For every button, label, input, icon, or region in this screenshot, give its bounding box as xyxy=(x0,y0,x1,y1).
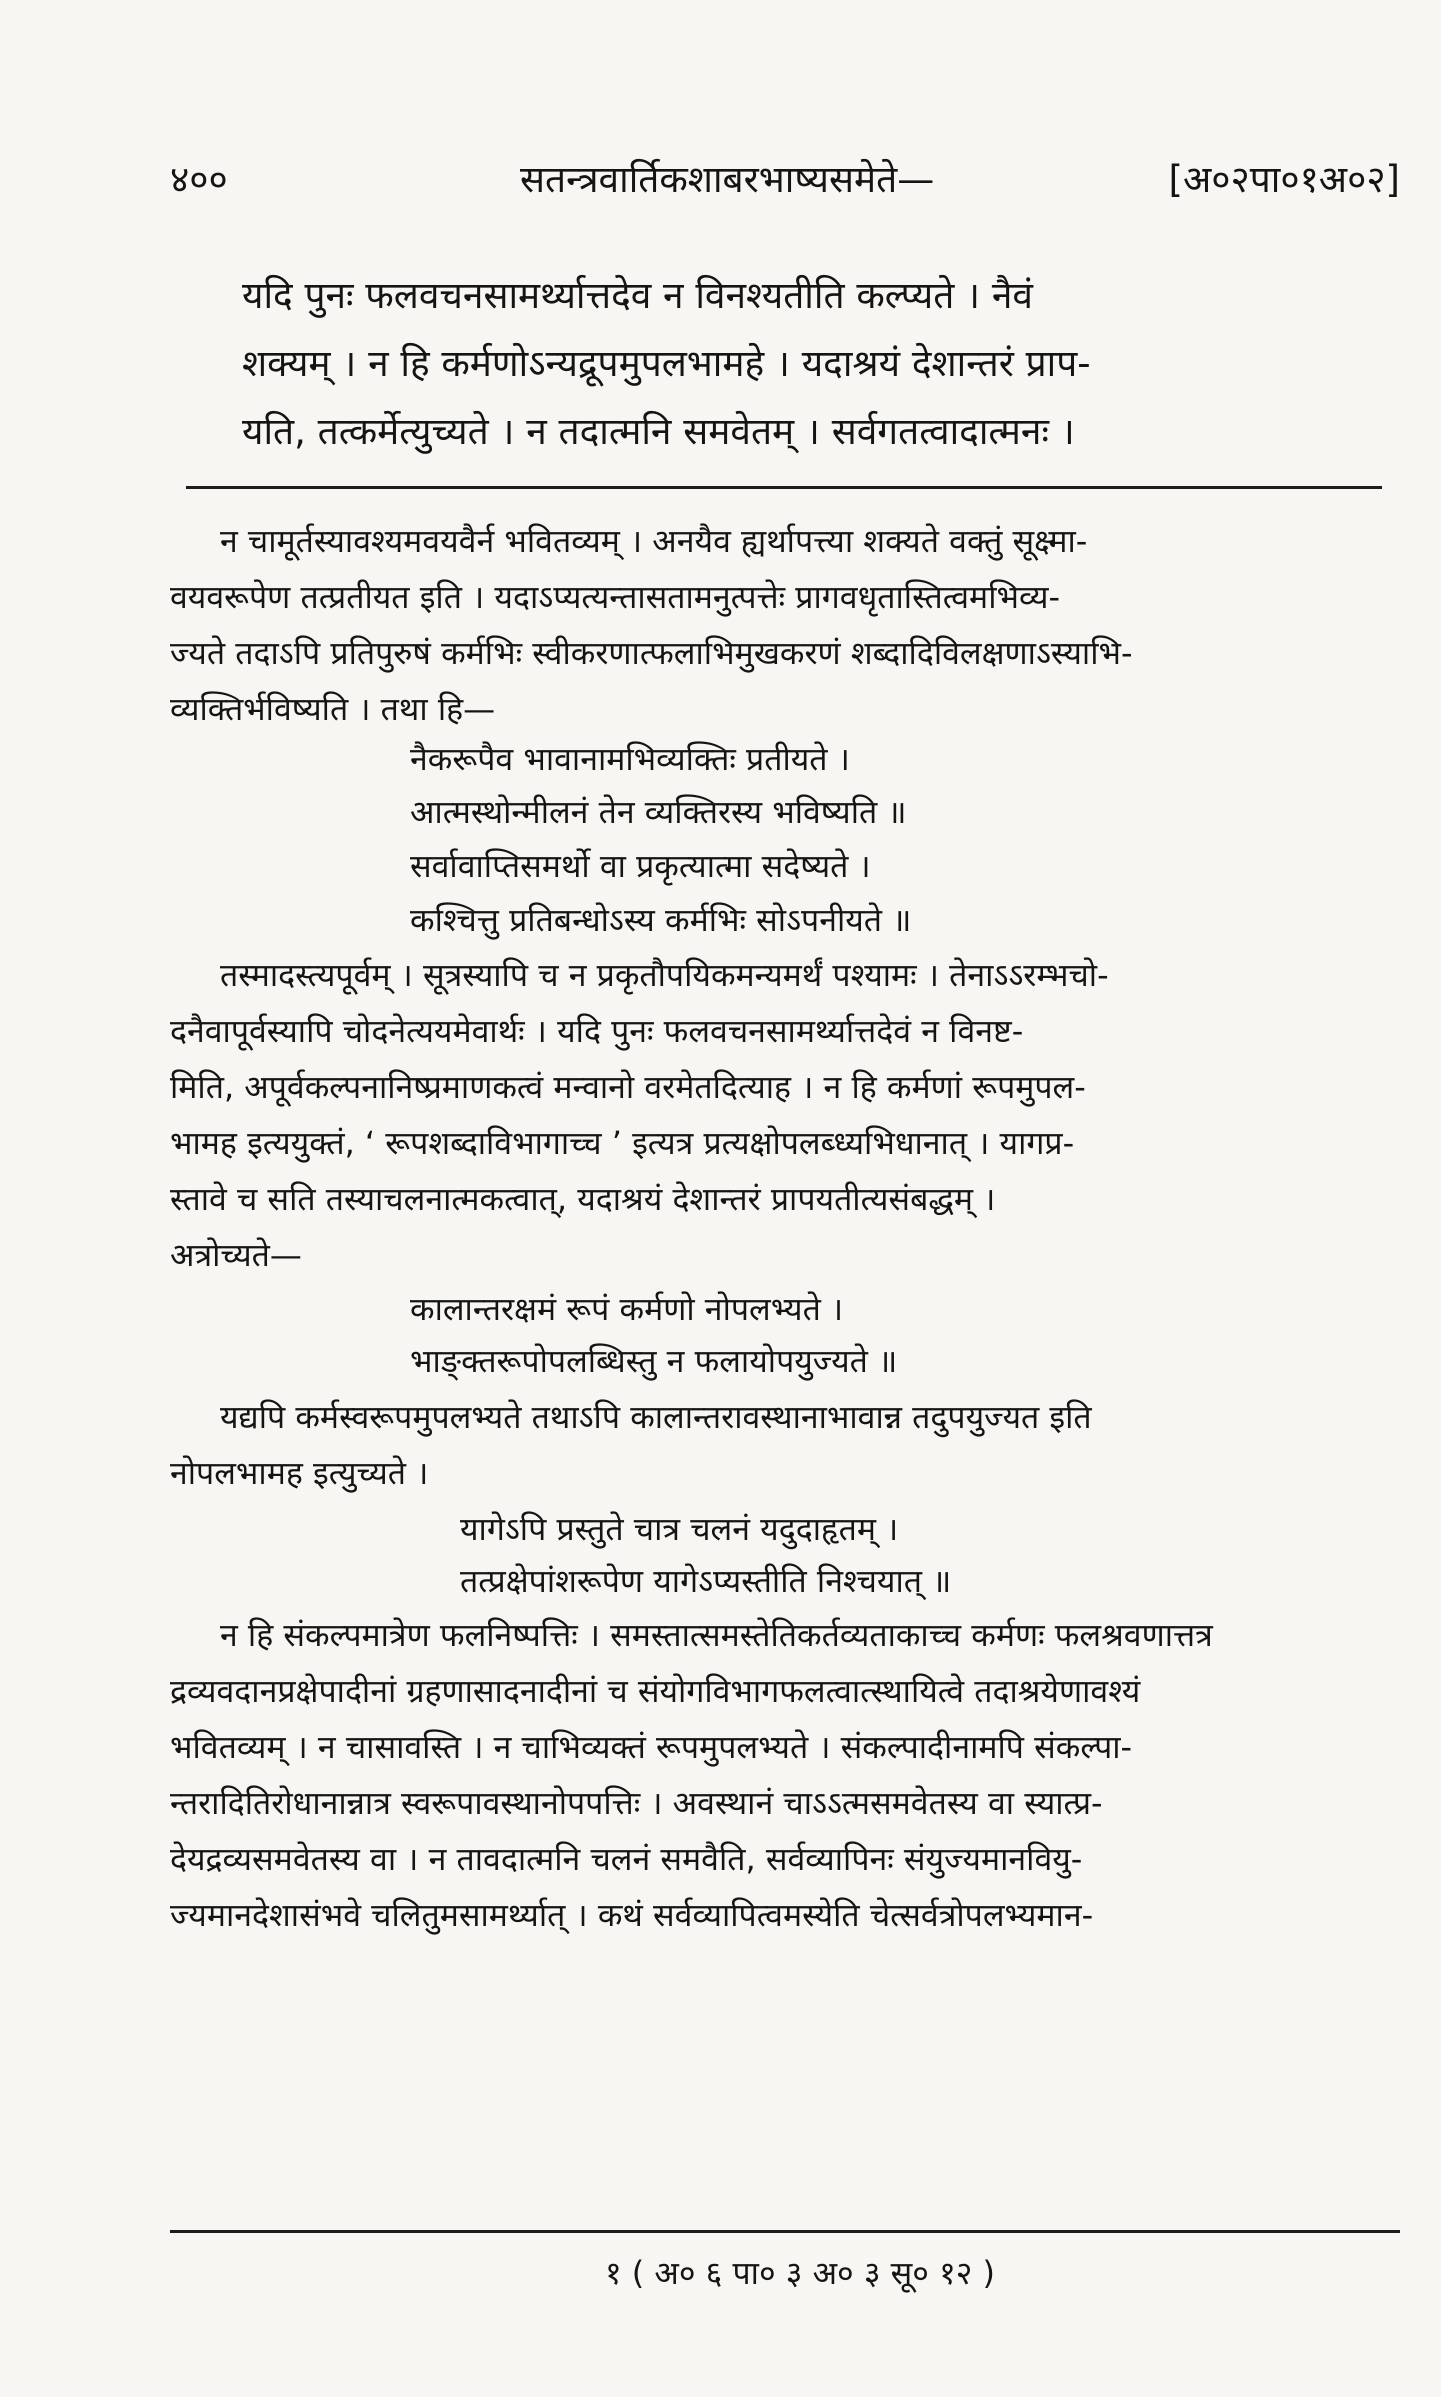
commentary-line: दनैवापूर्वस्यापि चोदनेत्ययमेवार्थः । यदि पुनः फलवचनसामर्थ्यात्तदेवं न विनष्ट- xyxy=(170,1012,1024,1050)
commentary-line: भामह इत्ययुक्तं, ‘ रूपशब्दाविभागाच्च ’ इत्यत्र प्रत्यक्षोपलब्ध्यभिधानात् । यागप्र- xyxy=(170,1124,1075,1162)
commentary-line: न्तरादितिरोधानान्नात्र स्वरूपावस्थानोपपत्तिः । अवस्थानं चाऽऽत्मसमवेतस्य वा स्यात्प्र- xyxy=(170,1784,1103,1822)
footnote: १ ( अ० ६ पा० ३ अ० ३ सू० १२ ) xyxy=(604,2254,996,2292)
commentary-line: भवितव्यम् । न चासावस्ति । न चाभिव्यक्तं रूपमुपलभ्यते । संकल्पादीनामपि संकल्पा- xyxy=(170,1728,1133,1766)
commentary-line: स्तावे च सति तस्याचलनात्मकत्वात्, यदाश्रयं देशान्तरं प्रापयतीत्यसंबद्धम् । xyxy=(170,1180,996,1218)
commentary-line: द्रव्यवदानप्रक्षेपादीनां ग्रहणासादनादीनां च संयोगविभागफलत्वात्स्थायित्वे तदाश्रयेणावश्यं xyxy=(170,1672,1141,1710)
commentary-line: न चामूर्तस्यावश्यमवयवैर्न भवितव्यम् । अनयैव ह्यर्थापत्त्या शक्यते वक्तुं सूक्ष्मा- xyxy=(220,522,1088,560)
commentary-line: वयवरूपेण तत्प्रतीयत इति । यदाऽप्यत्यन्तासतामनुत्पत्तेः प्रागवधृतास्तित्वमभिव्य- xyxy=(170,578,1061,616)
footnote-rule xyxy=(170,2230,1400,2233)
verse-line: तत्प्रक्षेपांशरूपेण यागेऽप्यस्तीति निश्चयात् ॥ xyxy=(460,1562,952,1600)
separator-rule xyxy=(186,486,1382,489)
verse-line: यागेऽपि प्रस्तुते चात्र चलनं यदुदाहृतम् । xyxy=(460,1510,899,1548)
commentary-line: व्यक्तिर्भविष्यति । तथा हि— xyxy=(170,690,496,728)
verse-line: भाङ्क्तरूपोपलब्धिस्तु न फलायोपयुज्यते ॥ xyxy=(410,1342,898,1380)
commentary-line: ज्यमानदेशासंभवे चलितुमसामर्थ्यात् । कथं सर्वव्यापित्वमस्येति चेत्सर्वत्रोपलभ्यमान- xyxy=(170,1896,1094,1934)
commentary-line: न हि संकल्पमात्रेण फलनिष्पत्तिः । समस्तात्समस्तेतिकर्तव्यताकाच्च कर्मणः फलश्रवणात्तत्र xyxy=(220,1616,1213,1654)
commentary-line: तस्मादस्त्यपूर्वम् । सूत्रस्यापि च न प्रकृतौपयिकमन्यमर्थं पश्यामः । तेनाऽऽरम्भचो- xyxy=(220,956,1109,994)
mula-line: यदि पुनः फलवचनसामर्थ्यात्तदेव न विनश्यतीति कल्प्यते । नैवं xyxy=(242,274,1033,317)
verse-line: आत्मस्थोन्मीलनं तेन व्यक्तिरस्य भविष्यति ॥ xyxy=(410,793,907,831)
commentary-line: मिति, अपूर्वकल्पनानिष्प्रमाणकत्वं मन्वानो वरमेतदित्याह । न हि कर्मणां रूपमुपल- xyxy=(170,1068,1086,1106)
commentary-line: अत्रोच्यते— xyxy=(170,1236,302,1274)
page-number: ४०० xyxy=(170,158,228,201)
verse-line: कालान्तरक्षमं रूपं कर्मणो नोपलभ्यते । xyxy=(410,1290,844,1328)
mula-line: शक्यम् । न हि कर्मणोऽन्यद्रूपमुपलभामहे । यदाश्रयं देशान्तरं प्राप- xyxy=(242,342,1091,385)
mula-line: यति, तत्कर्मेत्युच्यते । न तदात्मनि समवेतम् । सर्वगतत्वादात्मनः । xyxy=(242,410,1075,453)
commentary-line: यद्यपि कर्मस्वरूपमुपलभ्यते तथाऽपि कालान्तरावस्थानाभावान्न तदुपयुज्यत इति xyxy=(220,1398,1092,1436)
verse-line: सर्वावाप्तिसमर्थो वा प्रकृत्यात्मा सदेष्यते । xyxy=(410,847,871,885)
commentary-line: ज्यते तदाऽपि प्रतिपुरुषं कर्मभिः स्वीकरणात्फलाभिमुखकरणं शब्दादिविलक्षणाऽस्याभि- xyxy=(170,634,1133,672)
verse-line: नैकरूपैव भावानामभिव्यक्तिः प्रतीयते । xyxy=(410,740,850,778)
page-header xyxy=(170,150,1400,210)
commentary-line: नोपलभामह इत्युच्यते । xyxy=(170,1454,429,1492)
running-title: सतन्त्रवार्तिकशाबरभाष्यसमेते— xyxy=(520,158,935,201)
commentary-line: देयद्रव्यसमवेतस्य वा । न तावदात्मनि चलनं समवैति, सर्वव्यापिनः संयुज्यमानवियु- xyxy=(170,1840,1083,1878)
mula-text-block xyxy=(242,262,1360,466)
verse-line: कश्चित्तु प्रतिबन्धोऽस्य कर्मभिः सोऽपनीयते ॥ xyxy=(410,901,912,939)
section-reference: [अ०२पा०१अ०२] xyxy=(1168,158,1400,201)
